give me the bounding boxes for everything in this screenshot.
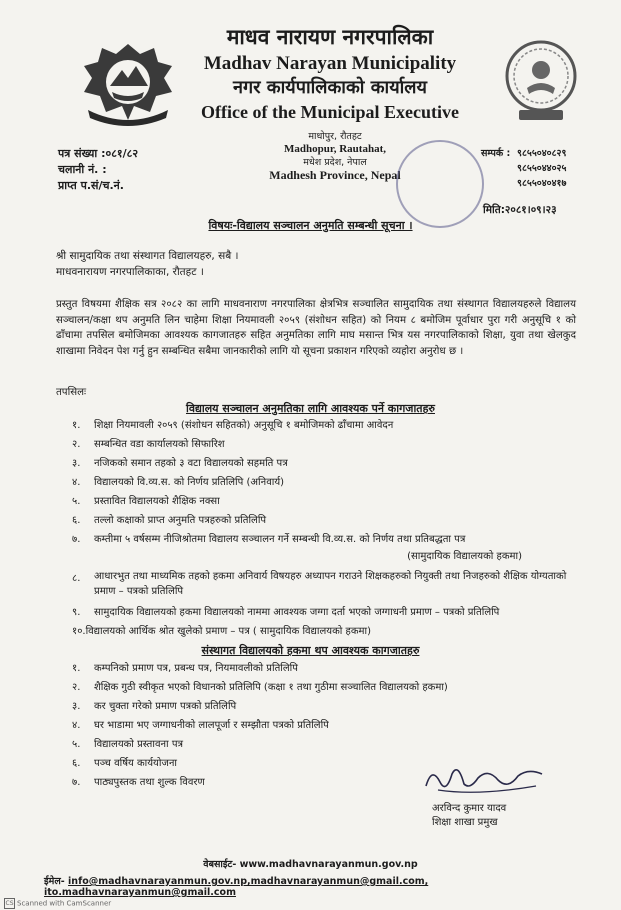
- nepal-emblem-icon: [78, 40, 178, 130]
- list-item: ७. कम्तीमा ५ वर्षसम्म नीजिश्रोतमा विद्यालय सञ्चालन गर्ने सम्बन्धी वि.व्य.स. को निर्णय तथा प्रतिबद्धता पत्र: [72, 534, 466, 545]
- signatory-title: शिक्षा शाखा प्रमुख: [432, 817, 498, 828]
- signatory-block: [432, 802, 506, 830]
- section1-heading: विद्यालय सञ्चालन अनुमतिका लागि आवश्यक पर्ने कागजातहरु: [185, 402, 435, 415]
- address-block: [260, 130, 410, 182]
- office-name-en: Office of the Municipal Executive: [201, 102, 459, 122]
- phone-1: ९८५५०४०८२९: [517, 148, 567, 159]
- list-item: ५. प्रस्तावित विद्यालयको शैक्षिक नक्सा: [72, 496, 220, 507]
- scanner-watermark: CS Scanned with CamScanner: [5, 899, 112, 908]
- addressee-line-1: श्री सामुदायिक तथा संस्थागत विद्यालयहरु, सबै ।: [56, 250, 239, 262]
- province-en: Madhesh Province, Nepal: [269, 168, 401, 182]
- addressee-block: [56, 248, 239, 280]
- body-paragraph: प्रस्तुत विषयमा शैक्षिक सत्र २०८२ का लागि माधवनाराण नगरपालिका क्षेत्रभित्र सञ्चालित सामुदायिक तथा संस्थागत विद्यालयहरुले विद्यालय सञ्चालन/कक्षा थप अनुमति लिन चाहेमा शिक्षा नियमावली २०५९ (संशोधन सहित) को नियम ८ बमोजिम पूर्वाधार पुरा गरी अनुसूचि १ को ढाँचामा तपसिल बमोजिमका आवश्यक कागजातहरु सहित अनुमतिका लागि माघ मसान्त भित्र यस नगरपालिकाको शिक्षा, युवा तथा खेलकुद शाखामा निवेदन पेश गर्नु हुन सम्बन्धित सबैमा जानकारीको लागि यो सूचना प्रकाशन गरिएको व्यहोरा अनुरोध छ ।: [56, 299, 576, 357]
- subject-line: [0, 218, 621, 233]
- camscanner-logo-icon: CS: [5, 900, 14, 907]
- list-item: ४. विद्यालयको वि.व्य.स. को निर्णय प्रतिलिपि (अनिवार्य): [72, 477, 285, 488]
- list-item: ५. विद्यालयको प्रस्तावना पत्र: [72, 739, 184, 750]
- list-item: ८. आधारभुत तथा माध्यमिक तहको हकमा अनिवार्य विषयहरु अध्यापन गराउने शिक्षकहरुको नियुक्ती तथा निजहरुको शैक्षिक योग्यताको प्रमाण – पत्रको प्रतिलिपि: [72, 571, 567, 597]
- handwritten-signature: [418, 760, 558, 798]
- office-stamp: [396, 140, 484, 228]
- dispatch-number: चलानी नं. :: [58, 163, 107, 176]
- letterhead: [180, 24, 480, 124]
- list-item: १. शिक्षा नियमावली २०५९ (संशोधन सहितको) अनुसूचि १ बमोजिमको ढाँचामा आवेदन: [72, 420, 394, 431]
- reference-block: [58, 146, 138, 194]
- received-number: प्राप्त प.सं/च.नं.: [58, 179, 124, 192]
- letter-number: पत्र संख्या :०८१/८२: [58, 147, 139, 160]
- website-link[interactable]: www.madhavnarayanmun.gov.np: [239, 859, 418, 870]
- footer-website: वेबसाईट- www.madhavnarayanmun.gov.np: [203, 859, 418, 870]
- address-ne: माधोपुर, रौतहट: [308, 131, 362, 142]
- section1-list: [72, 416, 582, 641]
- section2-heading: संस्थागत विद्यालयको हकमा थप आवश्यक कागजातहरु: [201, 644, 420, 657]
- phone-3: ९८५५०४०४१७: [517, 178, 567, 189]
- list-item: ७. पाठ्यपुस्तक तथा शुल्क विवरण: [72, 777, 205, 788]
- list-item: १०.विद्यालयको आर्थिक श्रोत खुलेको प्रमाण – पत्र ( सामुदायिक विद्यालयको हकमा): [72, 626, 371, 637]
- list-item-note: (सामुदायिक विद्यालयको हकमा): [407, 551, 522, 562]
- list-item: ९. सामुदायिक विद्यालयको हकमा विद्यालयको नाममा आवश्यक जग्गा दर्ता भएको जग्गाधनी प्रमाण – पत्रको प्रतिलिपि: [72, 607, 500, 618]
- signatory-name: अरविन्द कुमार यादव: [432, 803, 507, 814]
- letter-date: मिति:२०८१।०९।२३: [483, 204, 557, 216]
- office-name-ne: नगर कार्यपालिकाको कार्यालय: [233, 77, 427, 98]
- list-item: ३. नजिकको समान तहको ३ वटा विद्यालयको सहमति पत्र: [72, 458, 288, 469]
- list-item: २. शैक्षिक गुठी स्वीकृत भएको विधानको प्रतिलिपि (कक्षा १ तथा गुठीमा सञ्चालित विद्यालयको हकमा): [72, 682, 448, 693]
- municipality-logo-icon: [503, 38, 579, 124]
- municipality-name-ne: माधव नारायण नगरपालिका: [226, 25, 434, 49]
- contact-block: [481, 146, 566, 191]
- email-links[interactable]: info@madhavnarayanmun.gov.np,madhavnarayanmun@gmail.com, ito.madhavnarayanmun@gmail.com: [44, 876, 429, 898]
- list-item: ६. पञ्च वर्षिय कार्ययोजना: [72, 758, 178, 769]
- municipality-name-en: Madhav Narayan Municipality: [203, 53, 457, 74]
- address-en: Madhopur, Rautahat,: [284, 143, 386, 155]
- list-item: ६. तल्लो कक्षाको प्राप्त अनुमति पत्रहरुको प्रतिलिपि: [72, 515, 267, 526]
- subject-text: विषयः-विद्यालय सञ्चालन अनुमति सम्बन्धी सूचना ।: [208, 219, 413, 232]
- list-item: ३. कर चुक्ता गरेको प्रमाण पत्रको प्रतिलिपि: [72, 701, 237, 712]
- addressee-line-2: माधवनारायण नगरपालिकाका, रौतहट ।: [56, 266, 204, 278]
- contact-label: सम्पर्क :: [481, 148, 511, 159]
- province-ne: मधेश प्रदेश, नेपाल: [303, 157, 367, 168]
- footer-email: ईमेल- info@madhavnarayanmun.gov.np,madhavnarayanmun@gmail.com, ito.madhavnarayanmun@gmail.com: [44, 876, 429, 898]
- tapasil-label: तपसिलः: [56, 387, 87, 398]
- list-item: ४. घर भाडामा भए जग्गाधनीको लालपूर्जा र सम्झौता पत्रको प्रतिलिपि: [72, 720, 329, 731]
- list-item: २. सम्बन्धित वडा कार्यालयको सिफारिश: [72, 439, 225, 450]
- phone-2: ९८५५०४४०२५: [517, 163, 567, 174]
- list-item: १. कम्पनिको प्रमाण पत्र, प्रबन्ध पत्र, नियमावलीको प्रतिलिपि: [72, 663, 298, 674]
